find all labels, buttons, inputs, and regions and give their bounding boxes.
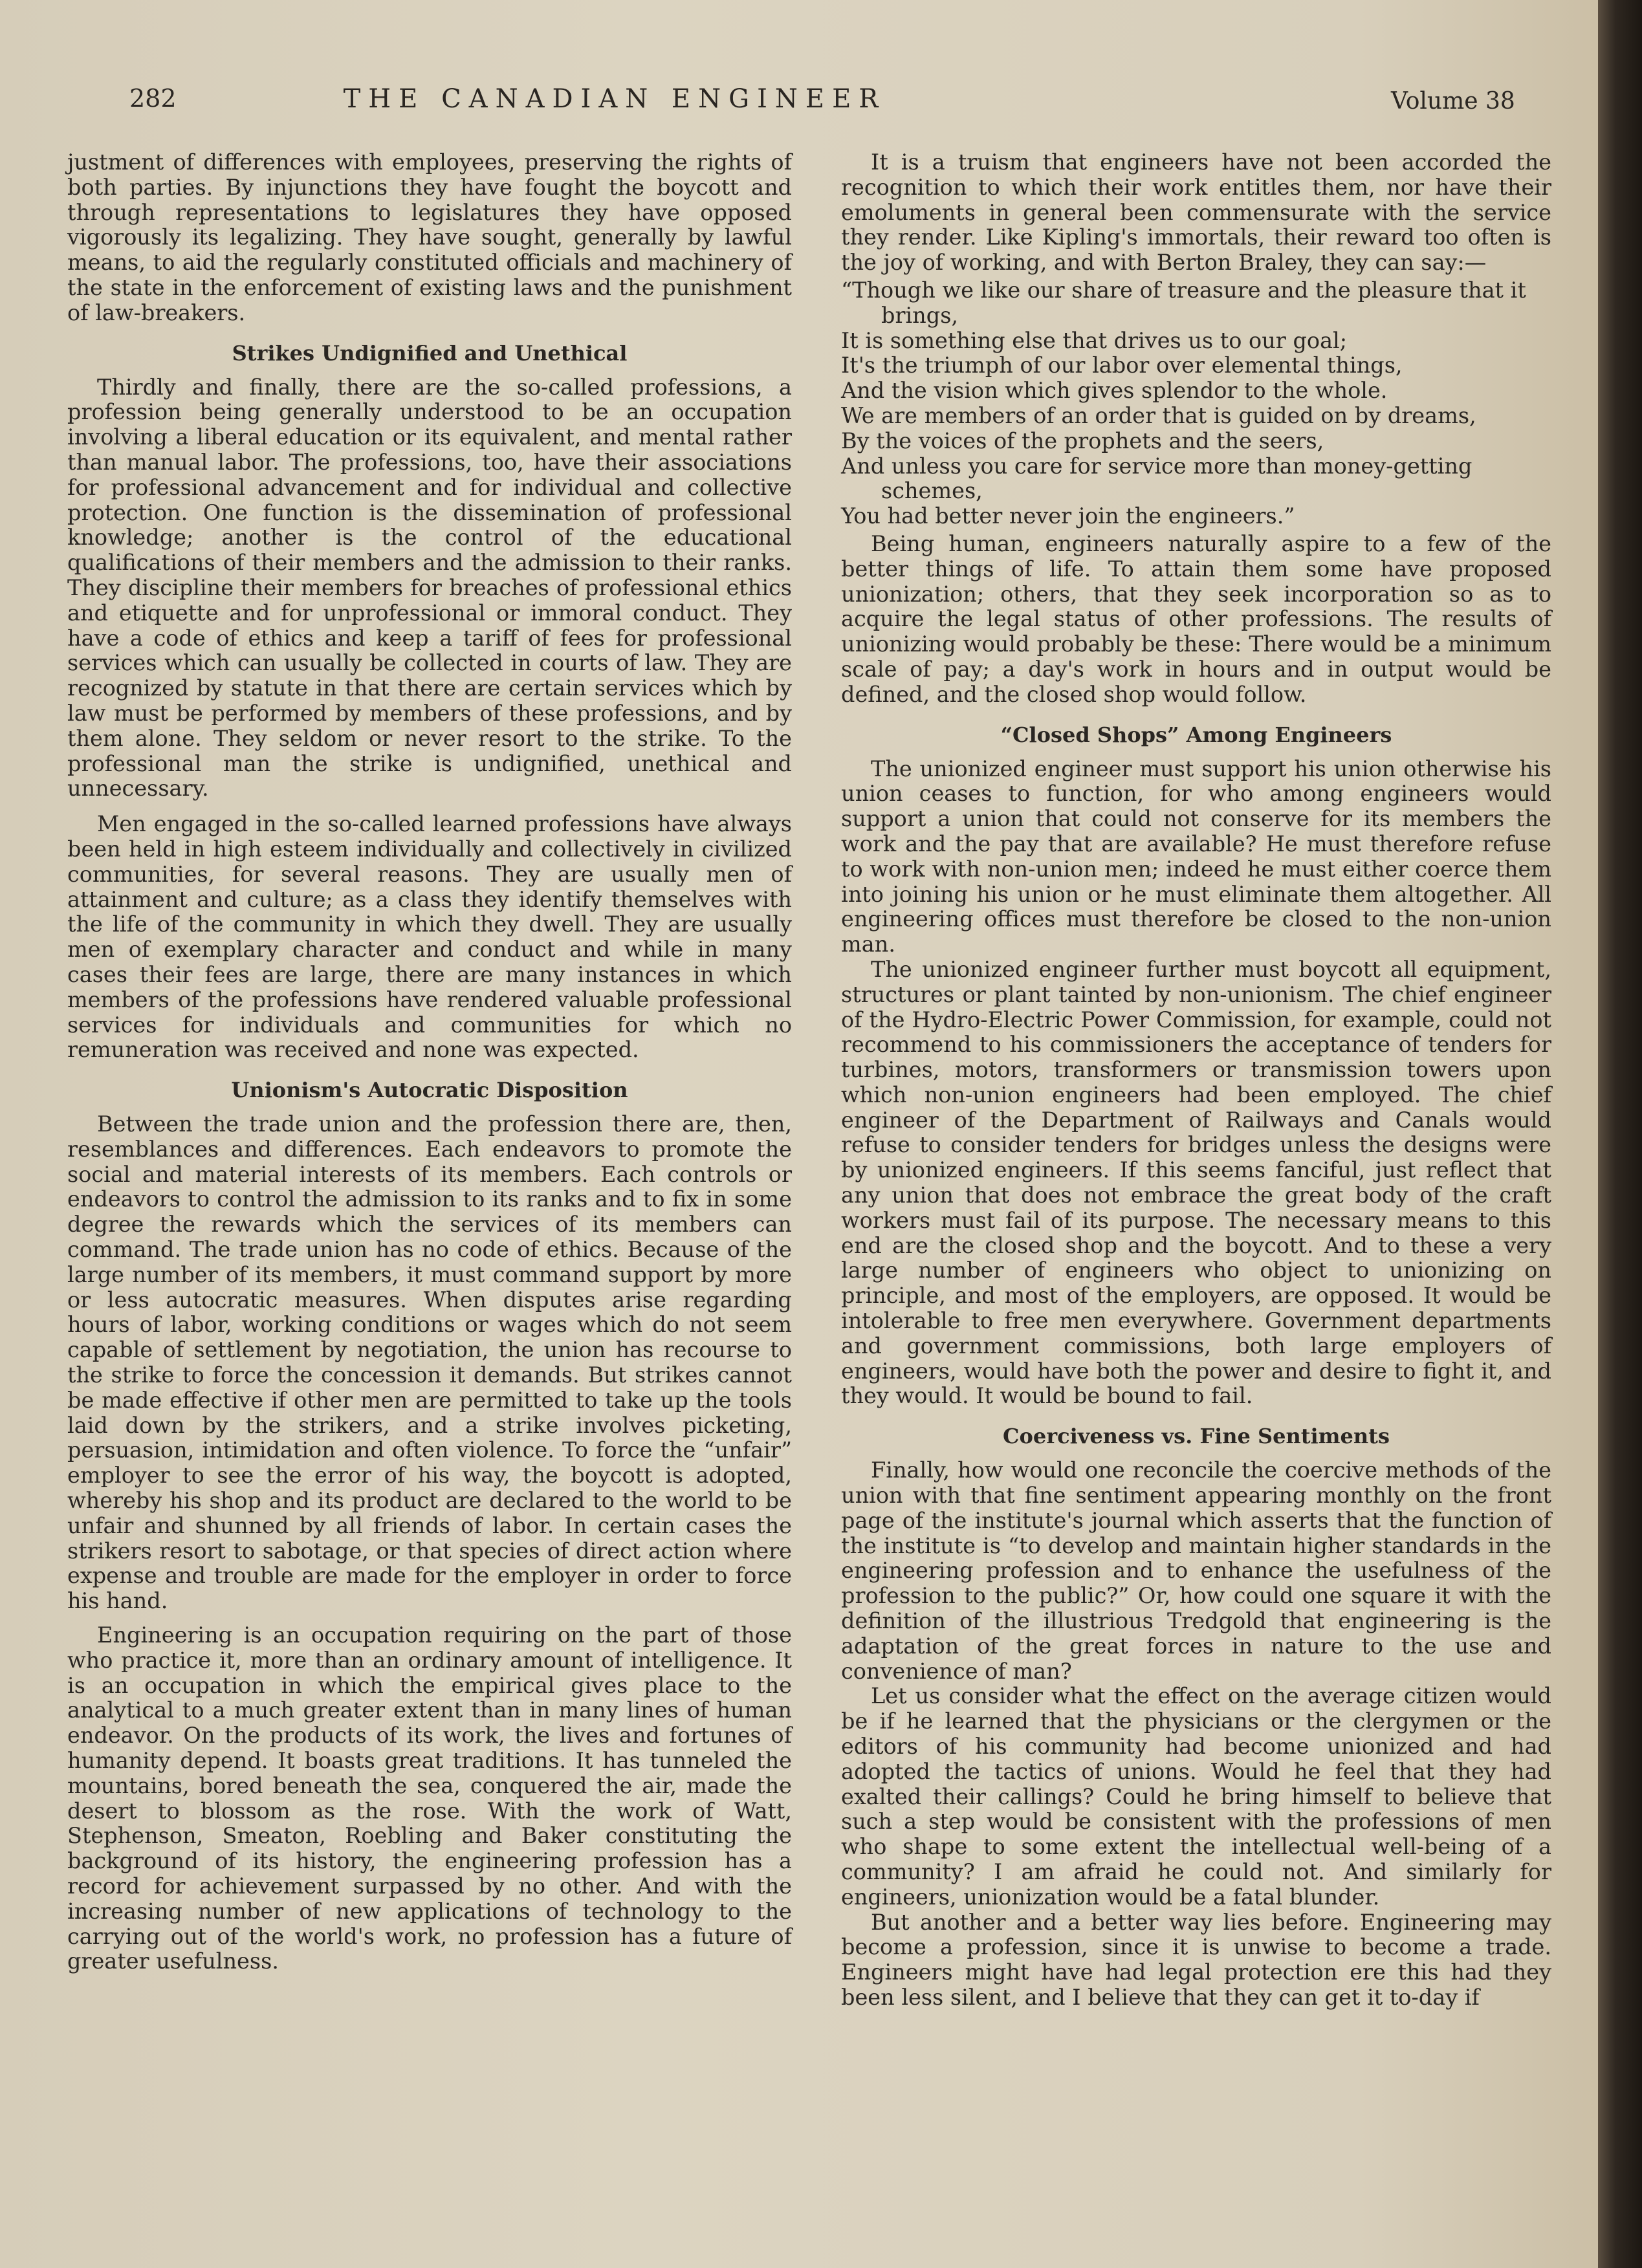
paragraph: Between the trade union and the profession there are, then, resemblances and differences. Each endeavors to promote the social and material interests of its members. Each controls or endeavors to control the admission to its ranks and to fix in some degree the rewards which the services of its members can command. The trade union has no code of ethics. Because of the large number of its members, it must command support by more or less autocratic measures. When disputes arise regarding hours of labor, working conditions or wages which do not seem capable of settlement by negotiation, the union has recourse to the strike to force the concession it demands. But strikes cannot be made effective if other men are permitted to take up the tools laid down by the strikers, and a strike involves picketing, persuasion, intimidation and often violence. To force the “unfair” employer to see the error of his way, the boycott is adopted, whereby his shop and its product are declared to the world to be unfair and shunned by all friends of labor. In certain cases the strikers resort to sabotage, or that species of direct action where expense and trouble are made for the employer in order to force his hand.: [67, 1111, 792, 1614]
section-heading: Unionism's Autocratic Disposition: [231, 1078, 628, 1103]
paragraph: Finally, how would one reconcile the coercive methods of the union with that fine sentiment appearing monthly on the front page of the institute's journal which asserts that the function of the institute is “to develop and maintain higher standards in the engineering profession and to enhance the usefulness of the profession to the public?” Or, how could one square it with the definition of the illustrious Tredgold that engineering is the adaptation of the great forces in nature to the use and convenience of man?: [841, 1457, 1551, 1684]
left-column: [67, 150, 792, 1974]
page-number: 282: [129, 84, 177, 113]
paragraph: Engineering is an occupation requiring on the part of those who practice it, more than an ordinary amount of intelligence. It is an occupation in which the empirical gives place to the analytical to a much greater extent than in many lines of human endeavor. On the products of its work, the lives and fortunes of humanity depend. It boasts great traditions. It has tunneled the mountains, bored beneath the sea, conquered the air, made the desert to blossom as the rose. With the work of Watt, Stephenson, Smeaton, Roebling and Baker constituting the background of its history, the engineering profession has a record for achievement surpassed by no other. And with the increasing number of new applications of technology to the carrying out of the world's work, no profession has a future of greater usefulness.: [67, 1622, 792, 1974]
poem-line: And unless you care for service more than money-getting schemes,: [841, 453, 1472, 504]
paragraph: It is a truism that engineers have not been accorded the recognition to which their work entitles them, nor have their emoluments in general been commensurate with the service they render. Like Kipling's immortals, their reward too often is the joy of working, and with Berton Braley, they can say:—: [841, 149, 1551, 276]
paragraph: Thirdly and finally, there are the so-called professions, a profession being generally understood to be an occupation involving a liberal education or its equivalent, and mental rather than manual labor. The professions, too, have their associations for professional advancement and for individual and collective protection. One function is the dissemination of professional knowledge; another is the control of the educational qualifications of their members and the admission to their ranks. They discipline their members for breaches of professional ethics and etiquette and for unprofessional or immoral conduct. They have a code of ethics and keep a tariff of fees for professional services which can usually be collected in courts of law. They are recognized by statute in that there are certain services which by law must be performed by members of these professions, and by them alone. They seldom or never resort to the strike. To the professional man the strike is undignified, unethical and unnecessary.: [67, 374, 792, 801]
book-spine: [1598, 0, 1642, 2268]
poem-quote: [841, 278, 1551, 529]
poem-line: “Though we like our share of treasure and the pleasure that it brings,: [841, 277, 1526, 328]
poem-line: And the vision which gives splendor to the whole.: [841, 378, 1388, 404]
paragraph: Let us consider what the effect on the average citizen would be if he learned that the physicians or the clergymen or the editors of his community had become unionized and had adopted the tactics of unions. Would he feel that they had exalted their callings? Could he bring himself to believe that such a step would be consistent with the professions of men who shape to some extent the intellectual well-being of a community? I am afraid he could not. And similarly for engineers, unionization would be a fatal blunder.: [841, 1683, 1551, 1910]
section-heading: “Closed Shops” Among Engineers: [1000, 722, 1392, 747]
paragraph: But another and a better way lies before. Engineering may become a profession, since it is unwise to become a trade. Engineers might have had legal protection ere this had they been less silent, and I believe that they can get it to-day if: [841, 1909, 1551, 2010]
paragraph: The unionized engineer further must boycott all equipment, structures or plant tainted by non-unionism. The chief engineer of the Hydro-Electric Power Commission, for example, could not recommend to his commissioners the acceptance of tenders for turbines, motors, transformers or transmission towers upon which non-union engineers had been employed. The chief engineer of the Department of Railways and Canals would refuse to consider tenders for bridges unless the designs were by unionized engineers. If this seems fanciful, just reflect that any union that does not embrace the great body of the craft workers must fail of its purpose. The necessary means to this end are the closed shop and the boycott. And to these a very large number of engineers who object to unionizing on principle, and most of the employers, are opposed. It would be intolerable to free men everywhere. Government departments and government commissions, both large employers of engineers, would have both the power and desire to fight it, and they would. It would be bound to fail.: [841, 956, 1551, 1409]
paragraph: The unionized engineer must support his union otherwise his union ceases to function, for who among engineers would support a union that could not conserve for its members the work and the pay that are available? He must therefore refuse to work with non-union men; indeed he must either coerce them into joining his union or he must eliminate them altogether. All engineering offices must therefore be closed to the non-union man.: [841, 756, 1551, 957]
paragraph: justment of differences with employees, preserving the rights of both parties. By injunctions they have fought the boycott and through representations to legislatures they have opposed vigorously its legalizing. They have sought, generally by lawful means, to aid the regularly constituted officials and machinery of the state in the enforcement of existing laws and the punishment of law-breakers.: [67, 149, 792, 325]
poem-line: We are members of an order that is guided on by dreams,: [841, 402, 1476, 428]
poem-line: It's the triumph of our labor over elemental things,: [841, 353, 1403, 378]
section-heading: Coerciveness vs. Fine Sentiments: [1003, 1424, 1390, 1449]
journal-title: THE CANADIAN ENGINEER: [343, 84, 886, 114]
poem-line: It is something else that drives us to our goal;: [841, 327, 1348, 353]
page-header: [0, 84, 1598, 123]
volume-label: Volume 38: [1391, 88, 1515, 114]
section-heading: Strikes Undignified and Unethical: [232, 340, 628, 365]
poem-line: By the voices of the prophets and the seers,: [841, 428, 1324, 453]
paragraph: Being human, engineers naturally aspire to a few of the better things of life. To attain them some have proposed unionization; others, that they seek incorporation so as to acquire the legal status of other professions. The results of unionizing would probably be these: There would be a minimum scale of pay; a day's work in hours and in output would be defined, and the closed shop would follow.: [841, 530, 1551, 707]
poem-line: You had better never join the engineers.”: [841, 503, 1295, 529]
right-column: [841, 150, 1551, 2011]
paragraph: Men engaged in the so-called learned professions have always been held in high esteem individually and collectively in civilized communities, for several reasons. They are usually men of attainment and culture; as a class they identify themselves with the life of the community in which they dwell. They are usually men of exemplary character and conduct and while in many cases their fees are large, there are many instances in which members of the professions have rendered valuable professional services for individuals and communities for which no remuneration was received and none was expected.: [67, 811, 792, 1063]
